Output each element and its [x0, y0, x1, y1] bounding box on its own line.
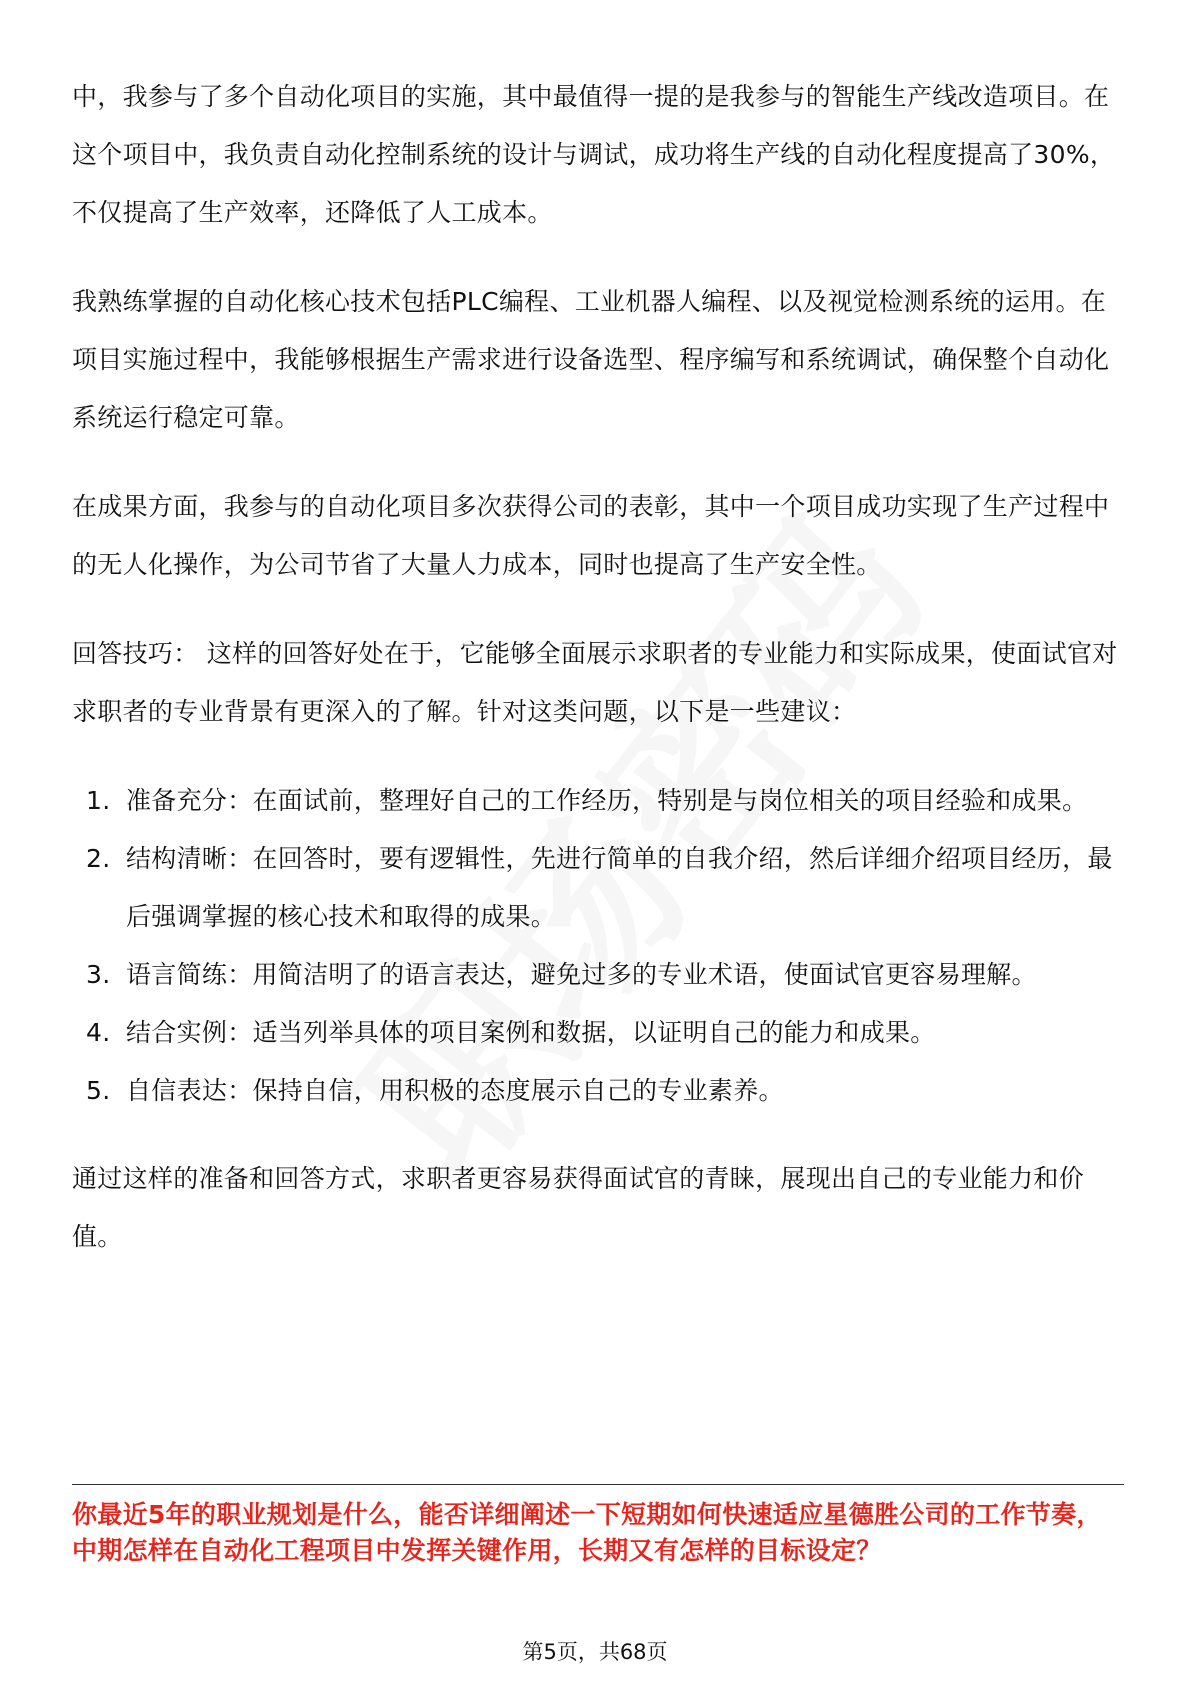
interview-question: 你最近5年的职业规划是什么，能否详细阐述一下短期如何快速适应星德胜公司的工作节奏，中期怎样在自动化工程项目中发挥关键作用，长期又有怎样的目标设定？ — [72, 1500, 1102, 1565]
list-item-text: 结构清晰：在回答时，要有逻辑性，先进行简单的自我介绍，然后详细介绍项目经历，最后强调掌握的核心技术和取得的成果。 — [126, 844, 1113, 931]
paragraph-answer-tips: 回答技巧： 这样的回答好处在于，它能够全面展示求职者的专业能力和实际成果，使面试官对求职者的专业背景有更深入的了解。针对这类问题，以下是一些建议： — [72, 639, 1118, 726]
list-item — [72, 830, 1122, 946]
paragraph-closing: 通过这样的准备和回答方式，求职者更容易获得面试官的青睐，展现出自己的专业能力和价值。 — [72, 1164, 1085, 1251]
paragraph-project-experience: 中，我参与了多个自动化项目的实施，其中最值得一提的是我参与的智能生产线改造项目。在这个项目中，我负责自动化控制系统的设计与调试，成功将生产线的自动化程度提高了30%，不仅提高了生产效率，还降低了人工成本。 — [72, 82, 1116, 227]
list-item — [72, 1004, 1122, 1062]
list-item-text: 准备充分：在面试前，整理好自己的工作经历，特别是与岗位相关的项目经验和成果。 — [126, 786, 1088, 815]
list-item-text: 自信表达：保持自信，用积极的态度展示自己的专业素养。 — [126, 1076, 784, 1105]
list-item-text: 语言简练：用简洁明了的语言表达，避免过多的专业术语，使面试官更容易理解。 — [126, 960, 1037, 989]
list-item — [72, 946, 1122, 1004]
list-item-number: 3. — [86, 960, 111, 989]
section-divider — [72, 1484, 1124, 1485]
list-item — [72, 1062, 1122, 1120]
tips-list — [72, 772, 1122, 1120]
body-content — [72, 68, 1122, 1297]
list-item-number: 5. — [86, 1076, 111, 1105]
page-number-footer: 第5页，共68页 — [522, 1640, 668, 1664]
list-item — [72, 772, 1122, 830]
list-item-number: 2. — [86, 844, 111, 873]
paragraph-achievements: 在成果方面，我参与的自动化项目多次获得公司的表彰，其中一个项目成功实现了生产过程中的无人化操作，为公司节省了大量人力成本，同时也提高了生产安全性。 — [72, 492, 1110, 579]
list-item-number: 4. — [86, 1018, 111, 1047]
list-item-number: 1. — [86, 786, 111, 815]
list-item-text: 结合实例：适当列举具体的项目案例和数据，以证明自己的能力和成果。 — [126, 1018, 936, 1047]
paragraph-core-skills: 我熟练掌握的自动化核心技术包括PLC编程、工业机器人编程、以及视觉检测系统的运用。在项目实施过程中，我能够根据生产需求进行设备选型、程序编写和系统调试，确保整个自动化系统运行稳定可靠。 — [72, 287, 1110, 432]
